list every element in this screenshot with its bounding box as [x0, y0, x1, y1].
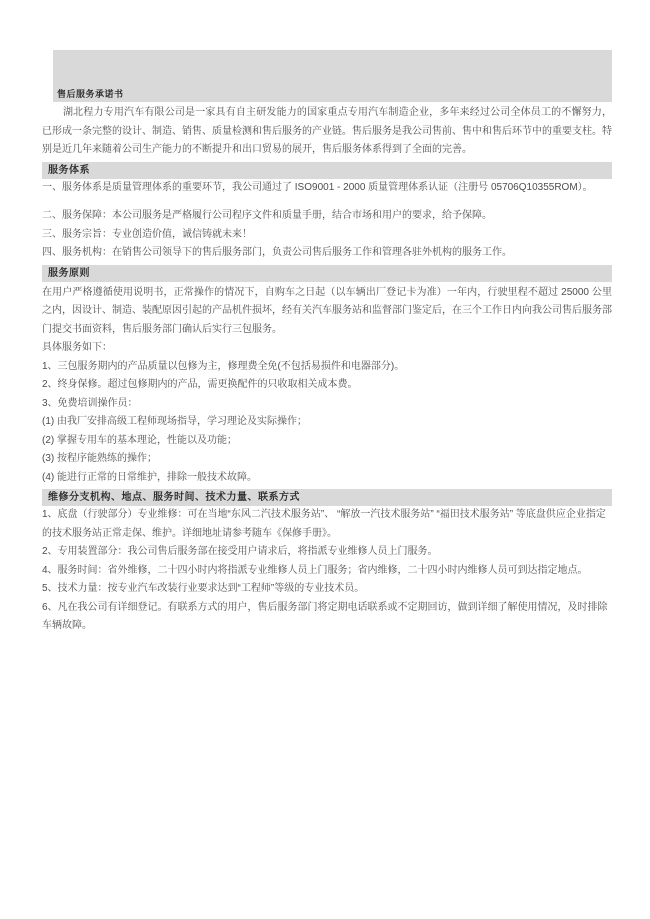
page-title: 售后服务承诺书 [57, 89, 124, 99]
section-heading-service-system: 服务体系 [42, 162, 612, 179]
list-item: 5、技术力量：按专业汽车改装行业要求达到“工程师”等级的专业技术员。 [42, 583, 365, 594]
section-service-system [42, 162, 612, 263]
list-item: 一、服务体系是质量管理体系的重要环节，我公司通过了 ISO9001 - 2000 质量管理体系认证（注册号 05706Q10355ROM）。 [42, 181, 593, 193]
section-service-principles [42, 265, 612, 488]
list-item: 二、服务保障：本公司服务是严格履行公司程序文件和质量手册，结合市场和用户的要求，给予保障。 [42, 210, 492, 221]
list-item: 2、专用装置部分：我公司售后服务部在接受用户请求后，将指派专业维修人员上门服务。 [42, 546, 438, 557]
content-column [42, 50, 612, 636]
list-item: 1、底盘（行驶部分）专业维修：可在当地“东风二汽技术服务站”、 “解放一汽技术服务站” “福田技术服务站” 等底盘供应企业指定的技术服务站正常走保、维护。详细地址请参考随车《保修手册》。 [42, 509, 606, 539]
list-item: 6、凡在我公司有详细登记。有联系方式的用户，售后服务部门将定期电话联系或不定期回访，做到详细了解使用情况，及时排除车辆故障。 [42, 601, 608, 631]
top-banner [53, 50, 612, 102]
list-item: 2、终身保修。超过包修期内的产品，需更换配件的只收取相关成本费。 [42, 379, 358, 390]
list-item: 三、服务宗旨：专业创造价值，诚信铸就未来！ [42, 228, 252, 240]
training-list-item: (3) 按程序能熟练的操作； [42, 453, 157, 464]
intro-paragraph: 湖北程力专用汽车有限公司是一家具有自主研发能力的国家重点专用汽车制造企业，多年来经过公司全体员工的不懈努力，已形成一条完整的设计、制造、销售、质量检测和售后服务的产业链。售后服务是我公司售前、售中和售后环节中的重要支柱。特别是近几年来随着公司生产能力的不断提升和出口贸易的展开，售后服务体系得到了全面的完善。 [42, 107, 612, 155]
training-list-item: (2) 掌握专用车的基本理论，性能以及功能； [42, 434, 237, 446]
section-heading-service-network: 维修分支机构、地点、服务时间、技术力量、联系方式 [42, 489, 612, 506]
list-item: 4、服务时间：省外维修，二十四小时内将指派专业维修人员上门服务；省内维修，二十四小时内维修人员可到达指定地点。 [42, 564, 588, 576]
list-item: 1、三包服务期内的产品质量以包修为主，修理费全免(不包括易损件和电器部分)。 [42, 360, 405, 372]
list-item: 3、免费培训操作员： [42, 397, 138, 409]
section-service-network [42, 489, 612, 636]
section-heading-service-principles: 服务原则 [42, 265, 612, 282]
training-list-item: (4) 能进行正常的日常维护，排除一般技术故障。 [42, 471, 257, 483]
training-list-item: (1) 由我厂安排高级工程师现场指导，学习理论及实际操作； [42, 416, 307, 427]
list-item: 四、服务机构：在销售公司领导下的售后服务部门，负责公司售后服务工作和管理各驻外机构的服务工作。 [42, 247, 512, 258]
list-subtitle: 具体服务如下： [42, 342, 112, 353]
principles-paragraph: 在用户严格遵循使用说明书，正常操作的情况下，自购车之日起（以车辆出厂登记卡为准）一年内，行驶里程不超过 25000 公里之内，因设计、制造、装配原因引起的产品机件损坏，经有关汽车服务站和监督部门鉴定后，在三个工作日内向我公司售后服务部门提交书面资料，售后服务部门确认后实行三包服务。 [42, 286, 612, 335]
